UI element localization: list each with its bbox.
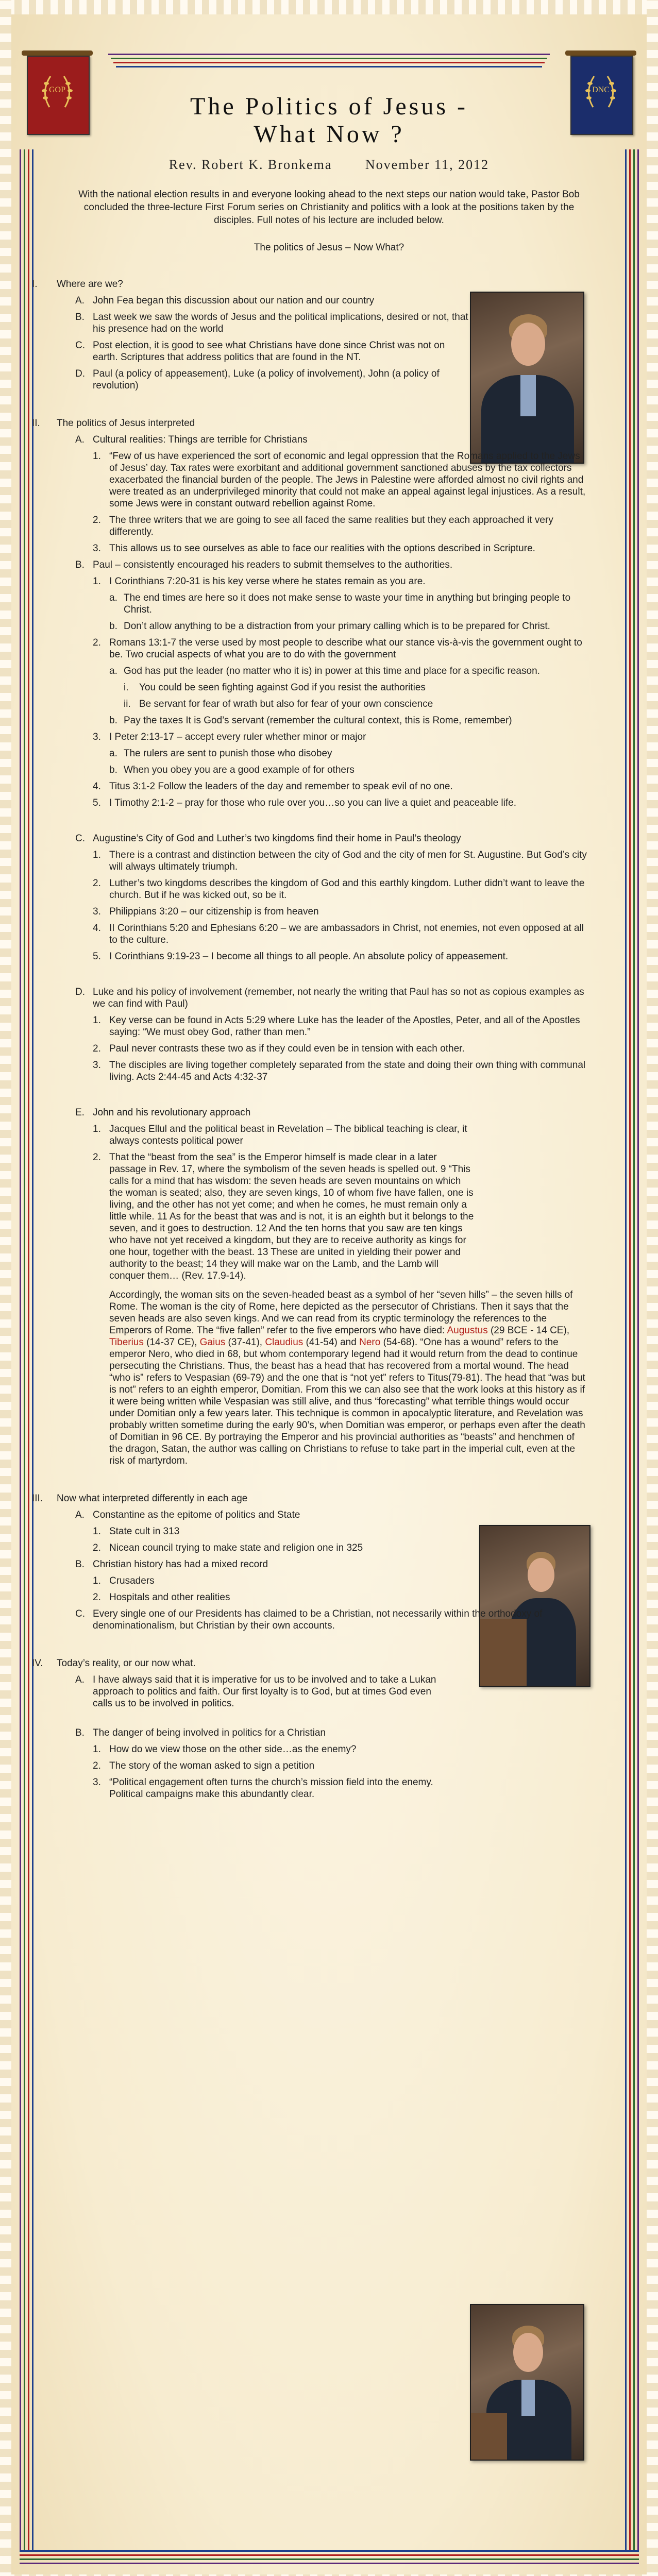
list-item: 3. I Peter 2:13-17 – accept every ruler whether minor or major a. The rulers are sent to punish those who disobey b. When you obey you are a good example of for others <box>93 731 588 776</box>
dnc-banner <box>570 56 631 133</box>
list-item: 1. There is a contrast and distinction between the city of God and the city of men for St. Augustine. But God’s city will always ultimately triumph. <box>93 850 587 872</box>
speaker-photo <box>470 2304 584 2461</box>
list-item: B. Paul – consistently encouraged his readers to submit themselves to the authorities. 1. I Corinthians 7:20-31 is his key verse where he states remain as you are. a. The end times are here so it does not make sense to waste your time in anything but bringing people to Christ. b. Don’t allow anything to be a distraction from your primary calling which is to be prepared for Christ. 2. Romans 13:1-7 the verse used by most people to describe what our stance vis-à-vis the government ought to be. Two crucial aspects of what you are to do with the government a. God has put the leader (no matter who it is) in power at this time and place for a specific reason. i. You could be seen fighting against God if you resist the authorities ii. Be servant for fear of wrath but also for fear of your own conscience b. Pay the taxes It is God’s servant (remember the cultural context, this is Rome, remember) 3. I Peter 2:13-17 – accept every ruler whether minor or major a. The rulers are sent to punish those who disobey b. When you obey you are a good example of for others 4. Titus 3:1-2 Follow the leaders of the day and remember to speak evil of no one. 5. I Timothy 2:1-2 – pray for those who rule over you…so you can live a quiet and peaceable life. <box>75 559 588 809</box>
right-rule <box>629 149 631 2550</box>
list-item: 1. I Corinthians 7:20-31 is his key verse where he states remain as you are. a. The end times are here so it does not make sense to waste your time in anything but bringing people to Christ. b. Don’t allow anything to be a distraction from your primary calling which is to be prepared for Christ. <box>93 575 588 632</box>
page-title <box>93 93 565 148</box>
date: November 11, 2012 <box>365 157 490 172</box>
section-title: Where are we? <box>57 279 123 290</box>
list-item: 2. Nicean council trying to make state and religion one in 325 <box>93 1543 363 1553</box>
section-1 <box>32 278 588 392</box>
list-item: 3. The disciples are living together completely separated from the state and doing their own thing with communal living. Acts 2:44-45 and Acts 4:32-37 <box>93 1060 586 1082</box>
section-3 <box>32 1493 588 1632</box>
list-item: 2. Romans 13:1-7 the verse used by most people to describe what our stance vis-à-vis the government ought to be. Two crucial aspects of what you are to do with the government a. God has put the leader (no matter who it is) in power at this time and place for a specific reason. i. You could be seen fighting against God if you resist the authorities ii. Be servant for fear of wrath but also for fear of your own conscience b. Pay the taxes It is God’s servant (remember the cultural context, this is Rome, remember) <box>93 637 588 726</box>
section-number: IV. <box>32 1658 43 1669</box>
list-item: 3. This allows us to see ourselves as able to face our realities with the options described in Scripture. <box>93 543 535 554</box>
list-item: i. You could be seen fighting against God if you resist the authorities <box>124 682 426 693</box>
list-item: 5. I Corinthians 9:19-23 – I become all things to all people. An absolute policy of appeasement. <box>93 951 509 962</box>
emperor-name: Gaius <box>199 1337 226 1348</box>
bottom-rule <box>20 2563 639 2564</box>
list-item: A. I have always said that it is imperative for us to be involved and to take a Lukan approach to politics and faith. Our first loyalty is to God, but at times God even calls us to be involved in politics. <box>75 1674 436 1709</box>
photo-shirt <box>521 2380 535 2416</box>
list-item: B. Last week we saw the words of Jesus and the political implications, desired or not, that his presence had on the world <box>75 312 468 334</box>
top-rule <box>113 62 545 63</box>
bottom-rule <box>20 2554 639 2556</box>
left-rule <box>20 149 21 2550</box>
list-item: a. God has put the leader (no matter who it is) in power at this time and place for a specific reason. i. You could be seen fighting against God if you resist the authorities ii. Be servant for fear of wrath but also for fear of your own conscience <box>109 665 588 710</box>
list-item: 2. That the “beast from the sea” is the Emperor himself is made clear in a later passage in Rev. 17, where the symbolism of the seven heads is spelled out. 9 “This calls for a mind that has wisdom: the seven heads are seven mountains on which the woman is seated; also, they are seven kings, 10 of whom five have fallen, one is living, and the other has not yet come; and when he comes, he must remain only a little while. 11 As for the beast that was and is not, it is an eighth but it belongs to the seven, and it goes to destruction. 12 And the ten horns that you saw are ten kings who have not yet received a kingdom, but they are to receive authority as kings for one hour, together with the beast. 13 These are united in yielding their power and authority to the beast; 14 they will make war on the Lamb, and the Lamb will conquer them… (Rev. 17.9-14). <box>93 1152 474 1281</box>
intro-paragraph: With the national election results in and everyone looking ahead to the next steps our nation would take, Pastor Bob concluded the three-lecture First Forum series on Christianity and politics with a look at the positions taken by the disciples. Full notes of his lecture are included below. <box>78 189 580 226</box>
title-line-2: What Now ? <box>254 121 404 148</box>
list-item: 2. Hospitals and other realities <box>93 1592 230 1603</box>
list-item: 2. Luther’s two kingdoms describes the kingdom of God and this earthly kingdom. Luther didn’t want to leave the church. But if he was kicked out, so be it. <box>93 878 585 901</box>
left-rule <box>24 149 25 2550</box>
list-item: 2. The three writers that we are going to see all faced the same realities but they each approached it very differently. <box>93 515 553 537</box>
list-item: E. John and his revolutionary approach 1. Jacques Ellul and the political beast in Revelation – The biblical teaching is clear, it always contests political power 2. That the “beast from the sea” is the Emperor himself is made clear in a later passage in Rev. 17, where the symbolism of the seven heads is spelled out. 9 “This calls for a mind that has wisdom: the seven heads are seven mountains on which the woman is seated; also, they are seven kings, 10 of whom five have fallen, one is living, and the other has not yet come; and when he comes, he must remain only a little while. 11 As for the beast that was and is not, it is an eighth but it belongs to the seven, and it goes to destruction. 12 And the ten horns that you saw are ten kings who have not yet received a kingdom, but they are to receive authority as kings for one hour, together with the beast. 13 These are united in yielding their power and authority to the beast; 14 they will make war on the Lamb, and the Lamb will conquer them… (Rev. 17.9-14). Accordingly, the woman sits on the seven-headed beast as a symbol of her “seven hills” – the seven hills of Rome. The woman is the city of Rome, here depicted as the persecutor of Christians. Then it says that the seven heads are also seven kings. And we can read from its cryptic terminology the references to the Emperors of Rome. The “five fallen” refer to the five emperors who have died: Augustus (29 BCE - 14 CE), Tiberius (14-37 CE), Gaius (37-41), Claudius (41-54) and Nero (54-68). “One has a wound” refers to the emperor Nero, who died in 68, but whom contemporary legend had it would return from the dead to continue persecuting the Christians. Thus, the beast has a head that has recovered from a mortal wound. The head “who is” refers to Vespasian (69-79) and the one that is “not yet” refers to Titus(79-81). The head that “was but is not” refers to an eighth emperor, Domitian. From this we can also see that the work looks at this history as if it were being written while Vespasian was still alive, and thus “forecasting” what terrible things would occur under Domitian only a few years later. This technique is common in apocalyptic literature, and Revelation was probably written sometime during the early 90’s, when Domitian was emperor, or perhaps even after the death of Domitian in 96 CE. By portraying the Emperor and his provincial authorities as “beasts” and henchmen of the dragon, Satan, the author was calling on Christians to refuse to take part in the imperial cult, even at the risk of martyrdom. <box>75 1107 588 1467</box>
emperor-name: Augustus <box>447 1325 488 1336</box>
photo-head <box>513 2333 543 2372</box>
revelation-commentary: Accordingly, the woman sits on the seven-headed beast as a symbol of her “seven hills” – the seven hills of Rome. The woman is the city of Rome, here depicted as the persecutor of Christians. Then it says that the seven heads are also seven kings. And we can read from its cryptic terminology the references to the Emperors of Rome. The “five fallen” refer to the five emperors who have died: Augustus (29 BCE - 14 CE), Tiberius (14-37 CE), Gaius (37-41), Claudius (41-54) and Nero (54-68). “One has a wound” refers to the emperor Nero, who died in 68, but whom contemporary legend had it would return from the dead to continue persecuting the Christians. Thus, the beast has a head that has recovered from a mortal wound. The head “who is” refers to Vespasian (69-79) and the one that is “not yet” refers to Titus(79-81). The head that “was but is not” refers to an eighth emperor, Domitian. From this we can also see that the work looks at this history as if it were being written while Vespasian was still alive, and thus “forecasting” what terrible things would occur under Domitian only a few years later. This technique is common in apocalyptic literature, and Revelation was probably written sometime during the early 90’s, when Domitian was emperor, or perhaps even after the death of Domitian in 96 CE. By portraying the Emperor and his provincial authorities as “beasts” and henchmen of the dragon, Satan, the author was calling on Christians to refuse to take part in the imperial cult, even at the risk of martyrdom. <box>109 1290 585 1466</box>
section-title: Today’s reality, or our now what. <box>57 1658 196 1669</box>
list-item: 1. How do we view those on the other side…as the enemy? <box>93 1744 357 1755</box>
section-2 <box>32 417 588 1467</box>
left-rule <box>28 149 29 2550</box>
lecture-notes <box>32 278 588 1800</box>
list-item: A. Cultural realities: Things are terrible for Christians 1. “Few of us have experienced the sort of economic and legal oppression that the Romans applied to the Jews of Jesus’ day. Tax rates were exorbitant and additional government sanctioned abuses by the tax collectors exacerbated the financial burden of the people. The Jews in Palestine were afforded almost no civil rights and were treated as an underprivileged minority that could not make an appeal against legal injustices. As a result, some Jews were in constant outward rebellion against Rome. 2. The three writers that we are going to see all faced the same realities but they each approached it very differently. 3. This allows us to see ourselves as able to face our realities with the options described in Scripture. <box>75 434 588 554</box>
byline <box>93 157 565 173</box>
top-rule <box>108 54 550 55</box>
list-item: a. The end times are here so it does not make sense to waste your time in anything but bringing people to Christ. <box>109 592 571 615</box>
list-item: 2. The story of the woman asked to sign a petition <box>93 1760 315 1771</box>
right-rule <box>633 149 635 2550</box>
section-number: II. <box>32 418 40 429</box>
list-item: b. When you obey you are a good example of for others <box>109 765 355 775</box>
list-item: ii. Be servant for fear of wrath but also for fear of your own conscience <box>124 699 433 709</box>
list-item: D. Paul (a policy of appeasement), Luke (a policy of involvement), John (a policy of revolution) <box>75 368 440 391</box>
bottom-rule <box>20 2550 639 2552</box>
list-item: 1. Crusaders <box>93 1575 155 1586</box>
deckled-edge-right <box>647 0 658 2576</box>
list-item: 3. Philippians 3:20 – our citizenship is from heaven <box>93 906 319 917</box>
deckled-edge-top <box>0 0 658 14</box>
list-item: C. Post election, it is good to see what Christians have done since Christ was not on earth. Scriptures that address politics that are found in the NT. <box>75 340 445 363</box>
emperor-name: Claudius <box>265 1337 303 1348</box>
right-rule <box>637 149 639 2550</box>
banner-rod <box>22 50 93 56</box>
list-item: 1. “Few of us have experienced the sort of economic and legal oppression that the Romans applied to the Jews of Jesus’ day. Tax rates were exorbitant and additional government sanctioned abuses by the tax collectors exacerbated the financial burden of the people. The Jews in Palestine were afforded almost no civil rights and were treated as an underprivileged minority that could not make an appeal against legal injustices. As a result, some Jews were in constant outward rebellion against Rome. <box>93 451 586 509</box>
list-item: 1. Jacques Ellul and the political beast in Revelation – The biblical teaching is clear, it always contests political power <box>93 1124 467 1146</box>
section-number: I. <box>32 279 38 290</box>
list-item: A. John Fea began this discussion about our nation and our country <box>75 295 375 306</box>
author: Rev. Robert K. Bronkema <box>168 157 332 172</box>
section-4 <box>32 1657 588 1800</box>
section-title: Now what interpreted differently in each age <box>57 1493 248 1504</box>
list-item: B. The danger of being involved in politics for a Christian 1. How do we view those on the other side…as the enemy? 2. The story of the woman asked to sign a petition 3. “Political engagement often turns the church’s mission field into the enemy. Political campaigns make this abundantly clear. <box>75 1727 438 1800</box>
list-item: b. Pay the taxes It is God’s servant (remember the cultural context, this is Rome, remember) <box>109 715 512 726</box>
banner-label: GOP <box>48 86 65 94</box>
list-item: 4. II Corinthians 5:20 and Ephesians 6:20 – we are ambassadors in Christ, not enemies, not even opposed at all to the culture. <box>93 923 584 945</box>
emperor-name: Nero <box>359 1337 381 1348</box>
banner-rod <box>565 50 636 56</box>
list-item: 2. Paul never contrasts these two as if they could even be in tension with each other. <box>93 1043 465 1054</box>
list-item: B. Christian history has had a mixed record 1. Crusaders 2. Hospitals and other realities <box>75 1558 588 1603</box>
list-item: D. Luke and his policy of involvement (remember, not nearly the writing that Paul has so not as copious examples as we can find with Paul) 1. Key verse can be found in Acts 5:29 where Luke has the leader of the Apostles, Peter, and all of the Apostles saying: “We must obey God, rather than men.” 2. Paul never contrasts these two as if they could even be in tension with each other. 3. The disciples are living together completely separated from the state and doing their own thing with communal living. Acts 2:44-45 and Acts 4:32-37 <box>75 986 588 1083</box>
top-rule <box>111 58 547 59</box>
list-item: C. Augustine’s City of God and Luther’s two kingdoms find their home in Paul’s theology 1. There is a contrast and distinction between the city of God and the city of men for St. Augustine. But God’s city will always ultimately triumph. 2. Luther’s two kingdoms describes the kingdom of God and this earthly kingdom. Luther didn’t want to leave the church. But if he was kicked out, so be it. 3. Philippians 3:20 – our citizenship is from heaven 4. II Corinthians 5:20 and Ephesians 6:20 – we are ambassadors in Christ, not enemies, not even opposed at all to the culture. 5. I Corinthians 9:19-23 – I become all things to all people. An absolute policy of appeasement. <box>75 833 588 962</box>
section-title: The politics of Jesus interpreted <box>57 418 195 429</box>
emperor-name: Tiberius <box>109 1337 144 1348</box>
list-item: 3. “Political engagement often turns the church’s mission field into the enemy. Political campaigns make this abundantly clear. <box>93 1777 433 1800</box>
list-item: b. Don’t allow anything to be a distraction from your primary calling which is to be prepared for Christ. <box>109 621 550 632</box>
list-item: 1. Key verse can be found in Acts 5:29 where Luke has the leader of the Apostles, Peter, and all of the Apostles saying: “We must obey God, rather than men.” <box>93 1015 580 1038</box>
photo-lectern <box>471 2413 507 2460</box>
list-item: C. Every single one of our Presidents has claimed to be a Christian, not necessarily within the orthodoxy of denominationalism, but Christian by their own accounts. <box>75 1608 543 1631</box>
list-item: 4. Titus 3:1-2 Follow the leaders of the day and remember to speak evil of no one. <box>93 781 453 792</box>
gop-banner <box>27 56 88 133</box>
top-rule <box>116 66 542 67</box>
list-item: A. Constantine as the epitome of politics and State 1. State cult in 313 2. Nicean council trying to make state and religion one in 325 <box>75 1509 588 1554</box>
lecture-subtitle: The politics of Jesus – Now What? <box>254 242 404 253</box>
bottom-rule <box>20 2558 639 2560</box>
title-line-1: The Politics of Jesus - <box>190 93 468 120</box>
right-rule <box>625 149 627 2550</box>
list-item: a. The rulers are sent to punish those who disobey <box>109 748 332 759</box>
deckled-edge-left <box>0 0 11 2576</box>
banner-label: DNC <box>592 86 610 94</box>
section-number: III. <box>32 1493 43 1504</box>
list-item: 5. I Timothy 2:1-2 – pray for those who rule over you…so you can live a quiet and peaceable life. <box>93 798 517 808</box>
list-item: 1. State cult in 313 <box>93 1526 180 1537</box>
